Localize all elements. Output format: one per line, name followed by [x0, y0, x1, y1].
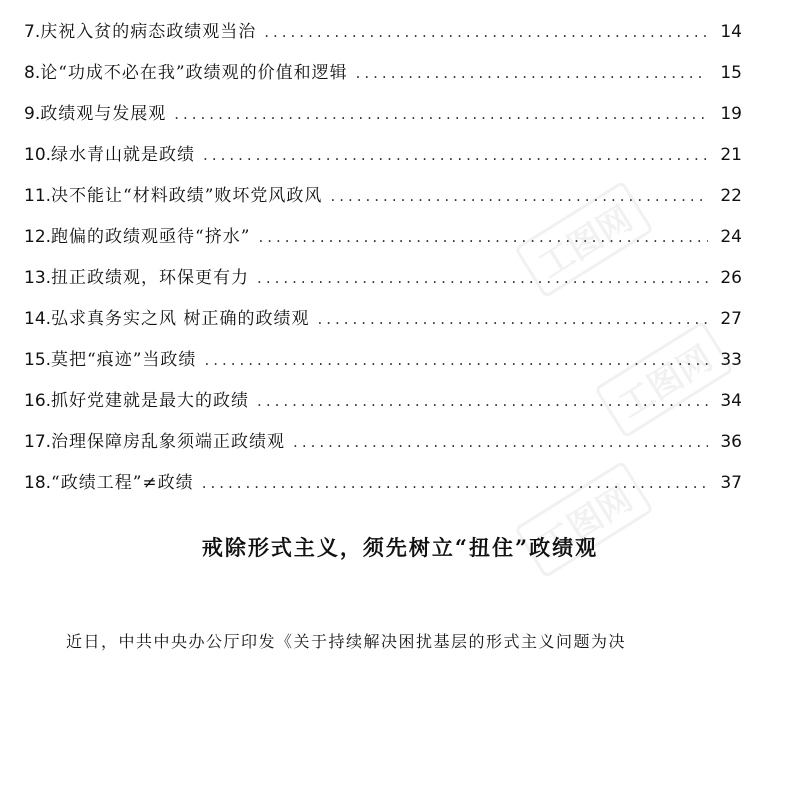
toc-title: 跑偏的政绩观亟待“挤水”	[51, 227, 251, 247]
toc-number: 8.	[24, 63, 41, 83]
toc-entry[interactable]	[24, 14, 742, 55]
toc-leader	[257, 260, 708, 296]
article-first-line: 近日，中共中央办公厅印发《关于持续解决困扰基层的形式主义问题为决	[66, 632, 627, 651]
toc-number: 9.	[24, 104, 41, 124]
toc-page-number: 34	[720, 391, 742, 411]
toc-title: 决不能让“材料政绩”败坏党风政风	[51, 186, 323, 206]
toc-leader	[330, 178, 708, 214]
toc-number: 12.	[24, 227, 52, 247]
toc-entry[interactable]	[24, 465, 742, 506]
toc-entry[interactable]	[24, 55, 742, 96]
toc-page-number: 14	[720, 22, 742, 42]
toc-leader	[356, 55, 708, 91]
toc-entry[interactable]	[24, 301, 742, 342]
toc-number: 15.	[24, 350, 52, 370]
toc-title: 论“功成不必在我”政绩观的价值和逻辑	[40, 63, 348, 83]
watermark: 工图网	[514, 181, 654, 299]
toc-leader	[257, 383, 708, 419]
toc-number: 10.	[24, 145, 52, 165]
toc-leader	[258, 219, 708, 255]
toc-number: 17.	[24, 432, 52, 452]
toc-entry[interactable]	[24, 383, 742, 424]
toc-page-number: 21	[720, 145, 742, 165]
toc-title: 政绩观与发展观	[40, 104, 167, 124]
toc-leader	[204, 342, 708, 378]
toc-title: 绿水青山就是政绩	[51, 145, 196, 165]
toc-page-number: 33	[720, 350, 742, 370]
toc-entry[interactable]	[24, 178, 742, 219]
toc-page-number: 19	[720, 104, 742, 124]
toc-title: 治理保障房乱象须端正政绩观	[51, 432, 286, 452]
toc-leader	[174, 96, 708, 132]
toc-title: 抓好党建就是最大的政绩	[51, 391, 250, 411]
toc-entry[interactable]	[24, 96, 742, 137]
watermark: 工图网	[594, 321, 734, 439]
toc-page-number: 26	[720, 268, 742, 288]
toc-entry[interactable]	[24, 137, 742, 178]
toc-number: 11.	[24, 186, 52, 206]
toc-number: 14.	[24, 309, 52, 329]
toc-page-number: 22	[720, 186, 742, 206]
toc-entry[interactable]	[24, 219, 742, 260]
toc-title: “政绩工程”≠政绩	[51, 473, 194, 493]
toc-entry[interactable]	[24, 424, 742, 465]
toc-page-number: 27	[720, 309, 742, 329]
toc-title: 莫把“痕迹”当政绩	[51, 350, 197, 370]
table-of-contents	[24, 14, 742, 506]
toc-leader	[293, 424, 708, 460]
toc-title: 扭正政绩观，环保更有力	[51, 268, 250, 288]
watermark: 工图网	[514, 461, 654, 579]
toc-page-number: 15	[720, 63, 742, 83]
toc-leader	[203, 137, 708, 173]
toc-number: 16.	[24, 391, 52, 411]
toc-leader	[264, 14, 708, 50]
article-heading: 戒除形式主义，须先树立“扭住”政绩观	[201, 535, 599, 560]
toc-number: 18.	[24, 473, 52, 493]
toc-entry[interactable]	[24, 260, 742, 301]
toc-leader	[202, 465, 708, 501]
toc-page-number: 36	[720, 432, 742, 452]
toc-page-number: 24	[720, 227, 742, 247]
toc-leader	[317, 301, 708, 337]
toc-number: 7.	[24, 22, 41, 42]
toc-number: 13.	[24, 268, 52, 288]
toc-entry[interactable]	[24, 342, 742, 383]
toc-title: 庆祝入贫的病态政绩观当治	[40, 22, 257, 42]
toc-page-number: 37	[720, 473, 742, 493]
toc-title: 弘求真务实之风 树正确的政绩观	[51, 309, 310, 329]
